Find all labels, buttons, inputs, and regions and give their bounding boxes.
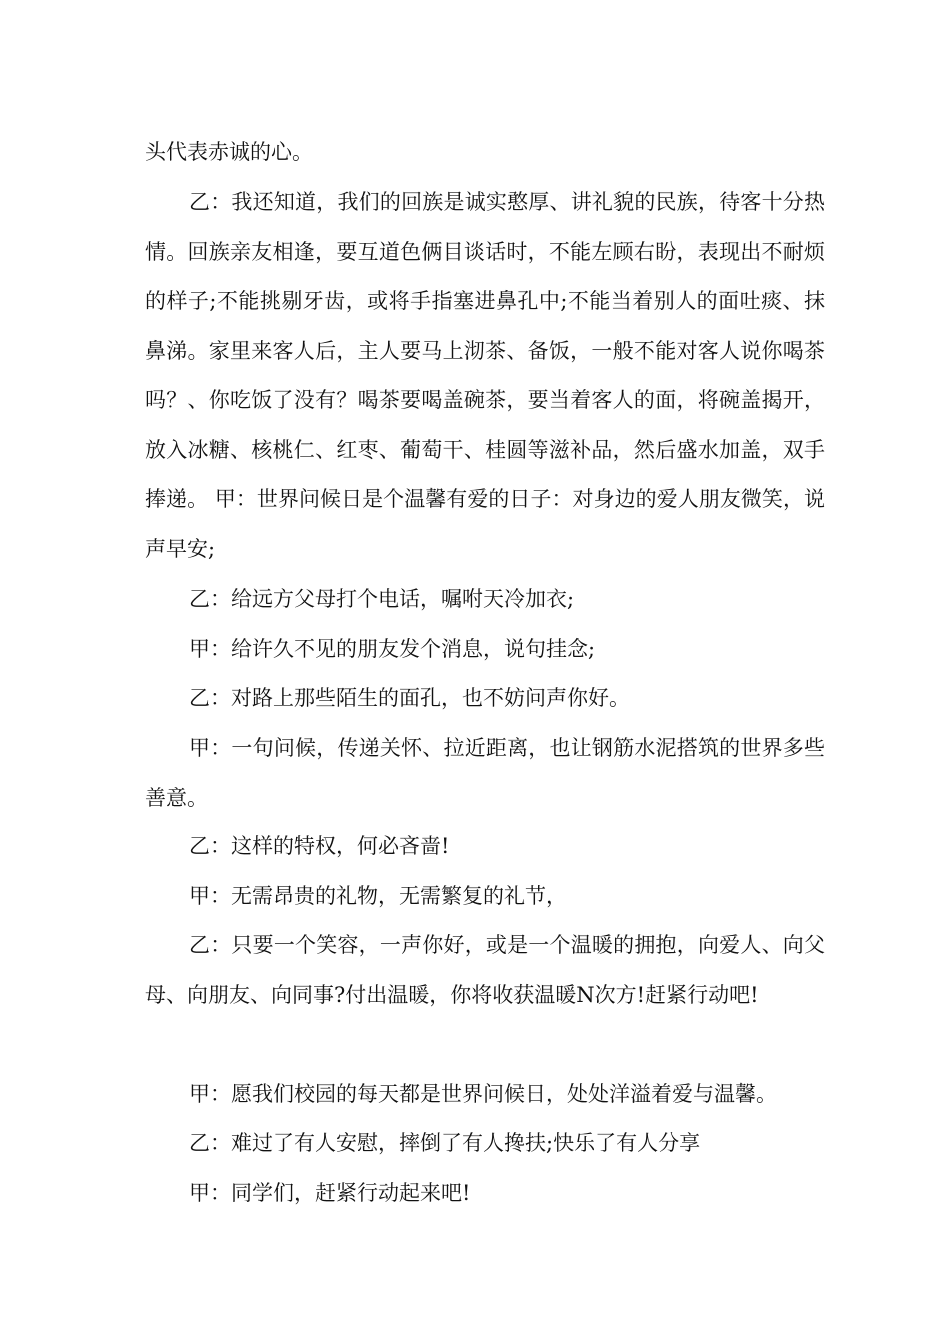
paragraph-yi-hui-customs: 乙：我还知道，我们的回族是诚实憨厚、讲礼貌的民族，待客十分热情。回族亲友相逢，要互道色俩目谈话时，不能左顾右盼，表现出不耐烦的样子;不能挑剔牙齿，或将手指塞进鼻孔中;不能当着别人的面吐痰、抹鼻涕。家里来客人后，主人要马上沏茶、备饭，一般不能对客人说你喝茶吗？、你吃饭了没有？喝茶要喝盖碗茶，要当着客人的面，将碗盖揭开，放入冰糖、核桃仁、红枣、葡萄干、桂圆等滋补品，然后盛水加盖，双手捧递。 甲：世界问候日是个温馨有爱的日子：对身边的爱人朋友微笑，说声早安; bbox=[145, 190, 825, 561]
paragraph-jia-one-greeting: 甲：一句问候，传递关怀、拉近距离，也让钢筋水泥搭筑的世界多些善意。 bbox=[145, 736, 825, 810]
paragraph-continuation: 头代表赤诚的心。 bbox=[145, 140, 313, 164]
paragraph-yi-strangers: 乙：对路上那些陌生的面孔，也不妨问声你好。 bbox=[189, 686, 630, 710]
paragraph-yi-call-parents: 乙：给远方父母打个电话，嘱咐天冷加衣; bbox=[189, 587, 575, 611]
paragraph-jia-no-gifts: 甲：无需昂贵的礼物，无需繁复的礼节， bbox=[189, 884, 567, 908]
paragraph-jia-message-friends: 甲：给许久不见的朋友发个消息，说句挂念; bbox=[189, 637, 596, 661]
paragraph-jia-campus: 甲：愿我们校园的每天都是世界问候日，处处洋溢着爱与温馨。 bbox=[189, 1082, 777, 1106]
paragraph-jia-act-now: 甲：同学们，赶紧行动起来吧! bbox=[189, 1181, 471, 1205]
paragraph-yi-smile: 乙：只要一个笑容，一声你好，或是一个温暖的拥抱，向爱人、向父母、向朋友、向同事?付出温暖，你将收获温暖N次方!赶紧行动吧! bbox=[145, 933, 825, 1007]
paragraph-yi-privilege: 乙：这样的特权，何必吝啬! bbox=[189, 834, 450, 858]
paragraph-yi-comfort: 乙：难过了有人安慰，摔倒了有人搀扶;快乐了有人分享 bbox=[189, 1131, 701, 1155]
